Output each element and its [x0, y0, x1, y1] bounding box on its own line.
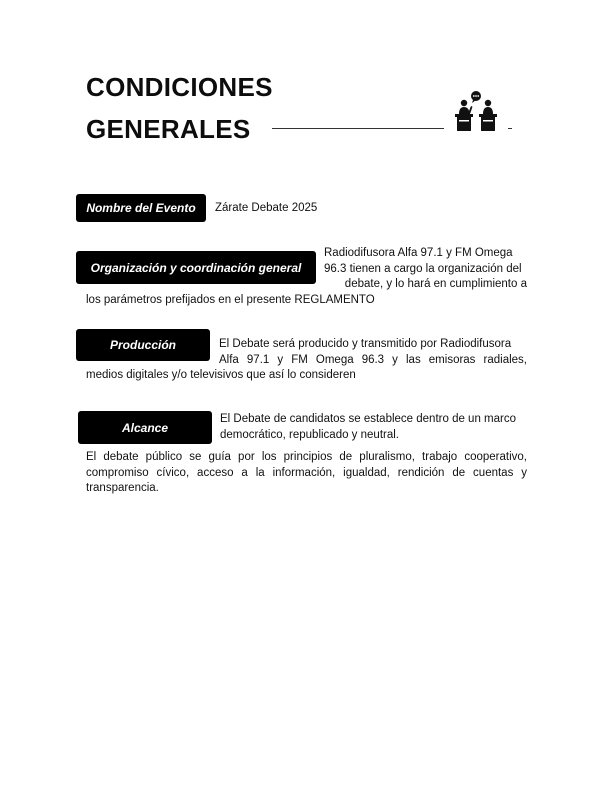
organizacion-text-right-3: debate, y lo hará en cumplimiento a [344, 278, 527, 290]
alcance-text-right-2: democrático, republicado y neutral. [220, 428, 399, 441]
organizacion-text-full: los parámetros prefijados en el presente REGLAMENTO [86, 293, 375, 306]
title-rule [272, 128, 444, 129]
debate-podiums-icon [452, 90, 502, 132]
organizacion-text-right-2: 96.3 tienen a cargo la organización del [324, 262, 522, 275]
alcance-text-right-1: El Debate de candidatos se establece dentro de un marco [220, 413, 516, 425]
organizacion-text-right-1: Radiodifusora Alfa 97.1 y FM Omega [324, 247, 513, 259]
label-nombre-evento: Nombre del Evento [76, 194, 206, 222]
label-produccion: Producción [76, 329, 210, 361]
page-title-line-1: CONDICIONES [86, 72, 273, 102]
page-title-line-2: GENERALES [86, 114, 251, 144]
label-alcance: Alcance [78, 411, 212, 444]
produccion-text-right-2: Alfa 97.1 y FM Omega 96.3 y las emisoras radiales, [219, 353, 527, 366]
title-rule-end [508, 128, 512, 129]
produccion-text-right-1: El Debate será producido y transmitido por Radiodifusora [219, 338, 512, 350]
event-name-value: Zárate Debate 2025 [215, 202, 318, 214]
produccion-text-full: medios digitales y/o televisivos que así lo consideren [86, 369, 356, 381]
label-organizacion: Organización y coordinación general [76, 251, 316, 284]
alcance-paragraph: El debate público se guía por los principios de pluralismo, trabajo cooperativo, compromiso cívico, acceso a la información, igualdad, rendición de cuentas y transparencia. [86, 451, 527, 494]
